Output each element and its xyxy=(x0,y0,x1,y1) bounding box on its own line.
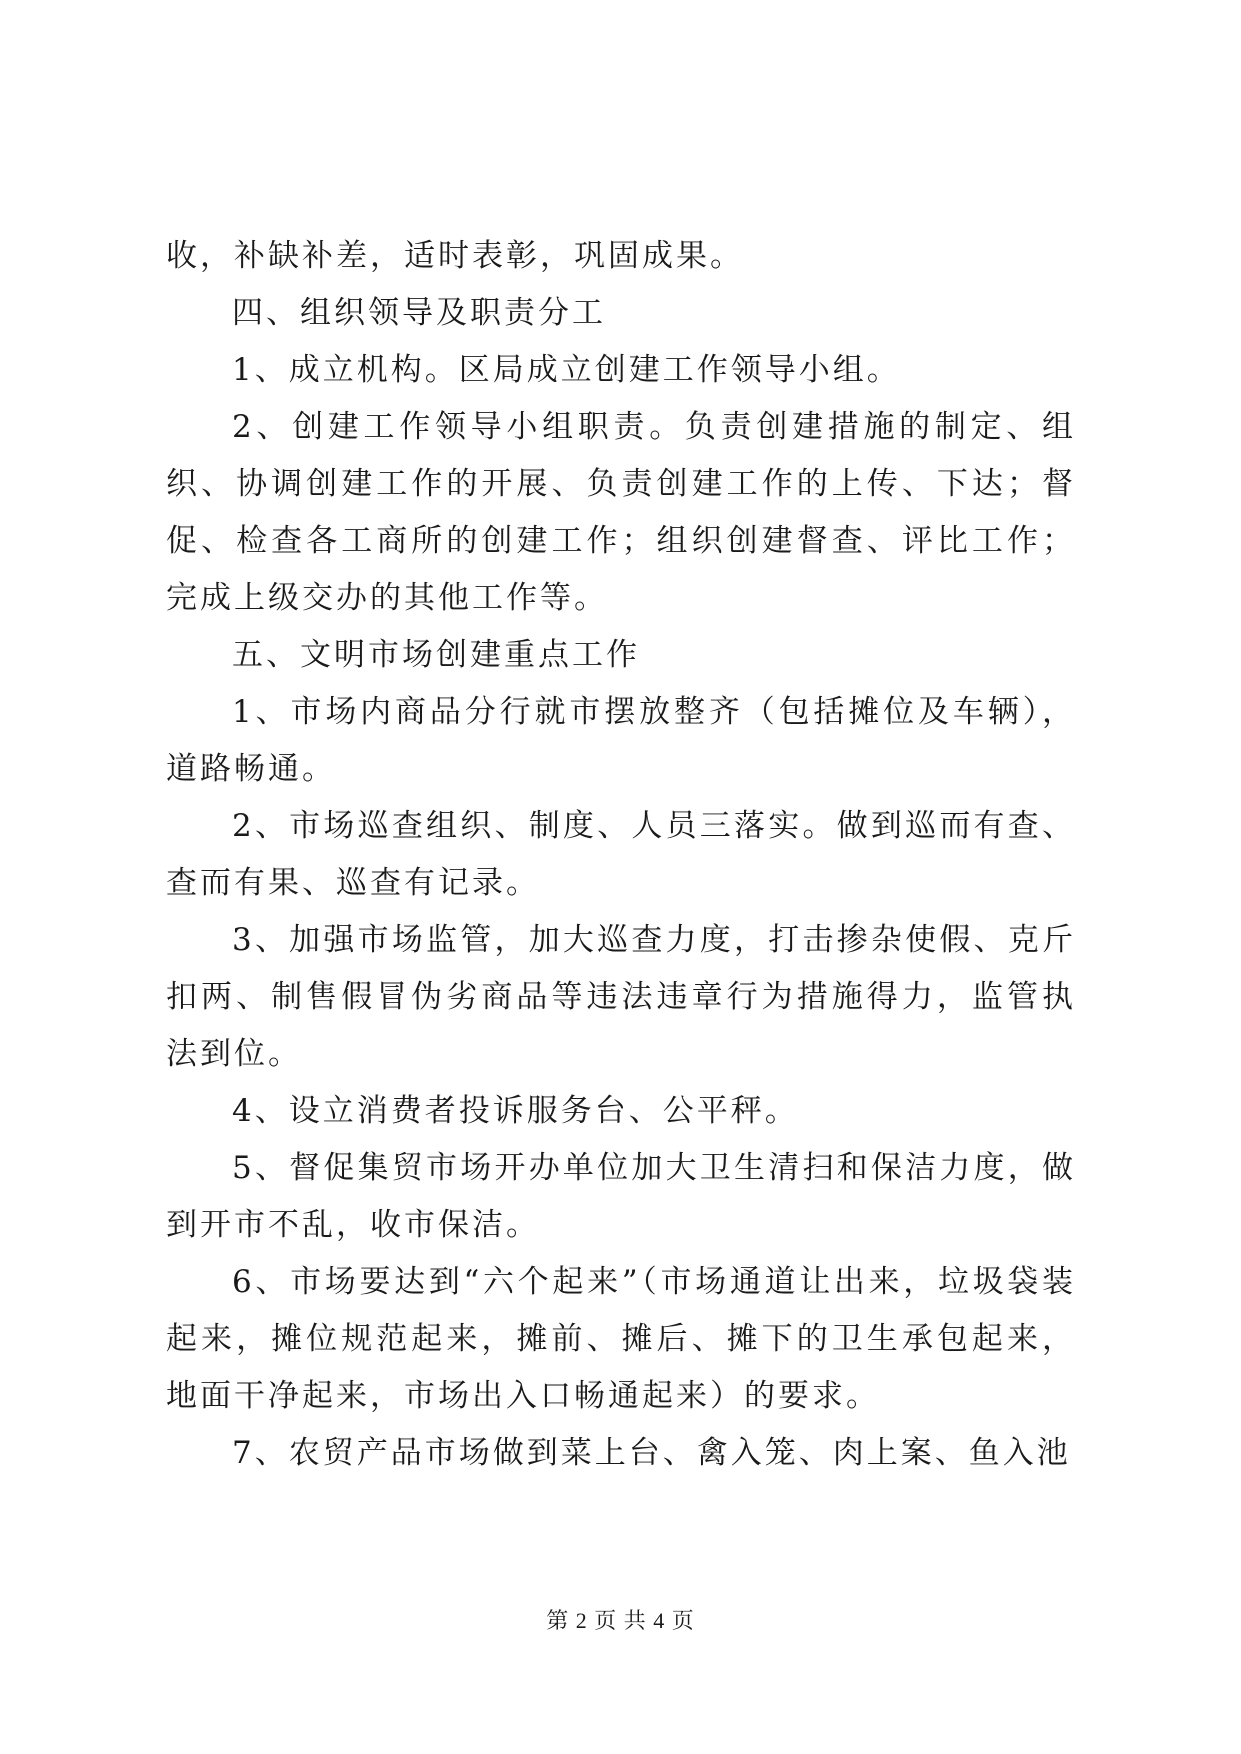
paragraph-item: 1、市场内商品分行就市摆放整齐（包括摊位及车辆），道路畅通。 xyxy=(166,694,1076,787)
paragraph-item: 6、市场要达到“六个起来”（市场通道让出来，垃圾袋装起来，摊位规范起来，摊前、摊后、摊下的卫生承包起来，地面干净起来，市场出入口畅通起来）的要求。 xyxy=(166,1264,1076,1414)
paragraph-item: 4、设立消费者投诉服务台、公平秤。 xyxy=(232,1093,799,1129)
paragraph-item: 1、成立机构。区局成立创建工作领导小组。 xyxy=(232,352,901,388)
body-text xyxy=(166,228,1076,1482)
paragraph-item: 2、创建工作领导小组职责。负责创建措施的制定、组织、协调创建工作的开展、负责创建工作的上传、下达；督促、检查各工商所的创建工作；组织创建督查、评比工作；完成上级交办的其他工作等。 xyxy=(166,409,1076,616)
paragraph-item: 5、督促集贸市场开办单位加大卫生清扫和保洁力度，做到开市不乱，收市保洁。 xyxy=(166,1150,1076,1243)
section-heading-4: 四、组织领导及职责分工 xyxy=(232,295,606,331)
paragraph-item: 7、农贸产品市场做到菜上台、禽入笼、肉上案、鱼入池 xyxy=(232,1435,1071,1471)
page-number-label: 第 2 页 共 4 页 xyxy=(546,1608,695,1633)
section-heading-5: 五、文明市场创建重点工作 xyxy=(232,637,640,673)
page-footer xyxy=(0,1606,1241,1636)
paragraph-continuation: 收，补缺补差，适时表彰，巩固成果。 xyxy=(166,238,744,274)
paragraph-item: 3、加强市场监管，加大巡查力度，打击掺杂使假、克斤扣两、制售假冒伪劣商品等违法违章行为措施得力，监管执法到位。 xyxy=(166,922,1076,1072)
paragraph-item: 2、市场巡查组织、制度、人员三落实。做到巡而有查、查而有果、巡查有记录。 xyxy=(166,808,1076,901)
